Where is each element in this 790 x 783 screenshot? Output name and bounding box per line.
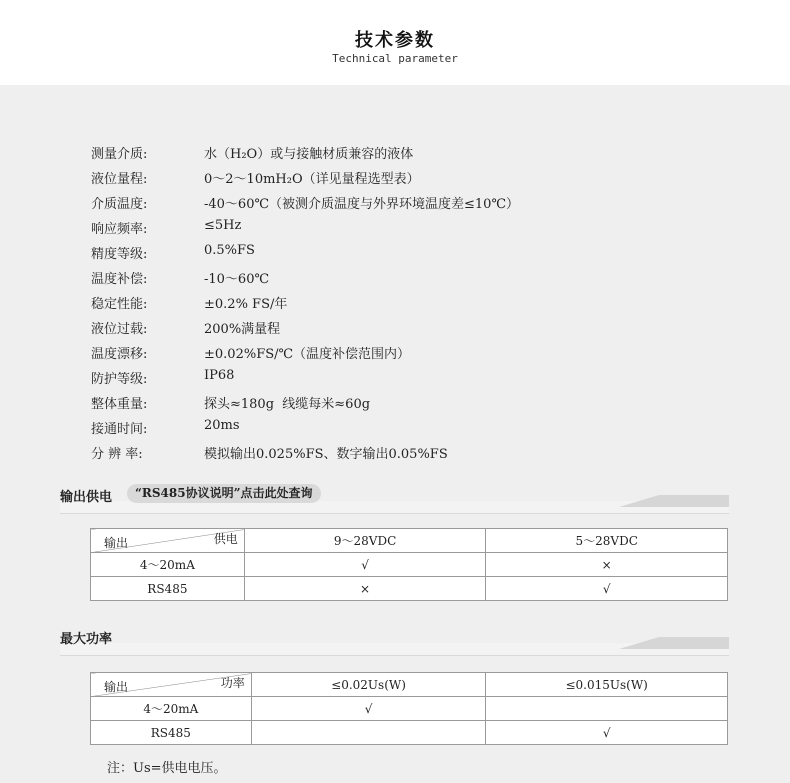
table-header-row xyxy=(91,673,728,697)
spec-value: ±0.02%FS/℃（温度补偿范围内） xyxy=(204,347,411,362)
spec-label: 温度漂移: xyxy=(91,347,148,362)
spec-value: 模拟输出0.025%FS、数字输出0.05%FS xyxy=(204,447,448,462)
spec-value: 水（H₂O）或与接触材质兼容的液体 xyxy=(204,147,414,162)
section-power-supply xyxy=(60,486,729,506)
spec-label: 稳定性能: xyxy=(91,297,148,312)
rs485-protocol-link[interactable]: “RS485协议说明”点击此处查询 xyxy=(127,484,321,503)
column-header: 5～28VDC xyxy=(486,529,728,553)
section-title: 最大功率 xyxy=(60,632,113,647)
spec-label: 防护等级: xyxy=(91,372,148,387)
power-supply-table xyxy=(90,528,728,601)
table-header-row xyxy=(91,529,728,553)
corner-cell xyxy=(91,673,252,697)
column-header: ≤0.015Us(W) xyxy=(486,673,728,697)
row-header: 4～20mA xyxy=(91,697,252,721)
spec-label: 液位过载: xyxy=(91,322,148,337)
section-bar xyxy=(60,643,729,656)
spec-label: 响应频率: xyxy=(91,222,148,237)
column-header: ≤0.02Us(W) xyxy=(251,673,486,697)
max-power-table xyxy=(90,672,728,745)
table-cell: √ xyxy=(244,553,486,577)
table-row xyxy=(91,697,728,721)
row-header: RS485 xyxy=(91,577,245,601)
table-cell: × xyxy=(244,577,486,601)
spec-value: ±0.2% FS/年 xyxy=(204,297,288,312)
table-row xyxy=(91,721,728,745)
footnote: 注：Us=供电电压。 xyxy=(107,761,227,776)
column-header: 9～28VDC xyxy=(244,529,486,553)
corner-top-label: 功率 xyxy=(220,676,245,690)
spec-label: 分 辨 率: xyxy=(91,447,143,462)
corner-bottom-label: 输出 xyxy=(104,680,129,694)
section-max-power xyxy=(60,628,729,648)
spec-value: 0～2～10mH₂O（详见量程选型表） xyxy=(204,172,420,187)
page-subtitle: Technical parameter xyxy=(332,52,458,65)
spec-label: 精度等级: xyxy=(91,247,148,262)
header-band xyxy=(0,0,790,85)
spec-value: ≤5Hz xyxy=(204,218,242,233)
row-header: RS485 xyxy=(91,721,252,745)
spec-label: 整体重量: xyxy=(91,397,148,412)
corner-cell xyxy=(91,529,245,553)
spec-value: 0.5%FS xyxy=(204,243,255,258)
table-cell: √ xyxy=(486,721,728,745)
table-cell: × xyxy=(486,553,728,577)
corner-top-label: 供电 xyxy=(213,532,238,546)
spec-label: 介质温度: xyxy=(91,197,148,212)
spec-label: 接通时间: xyxy=(91,422,148,437)
spec-value: IP68 xyxy=(204,368,235,383)
section-title: 输出供电 xyxy=(60,490,113,505)
spec-label: 测量介质: xyxy=(91,147,148,162)
spec-label: 温度补偿: xyxy=(91,272,148,287)
page-title: 技术参数 xyxy=(355,30,435,51)
row-header: 4～20mA xyxy=(91,553,245,577)
table-cell: √ xyxy=(486,577,728,601)
corner-bottom-label: 输出 xyxy=(104,536,129,550)
spec-label: 液位量程: xyxy=(91,172,148,187)
table-cell xyxy=(251,721,486,745)
table-cell xyxy=(486,697,728,721)
table-row xyxy=(91,553,728,577)
table-row xyxy=(91,577,728,601)
spec-value: -10～60℃ xyxy=(204,272,270,287)
spec-value: 20ms xyxy=(204,418,240,433)
spec-value: -40～60℃（被测介质温度与外界环境温度差≤10℃） xyxy=(204,197,519,212)
spec-value: 200%满量程 xyxy=(204,322,281,337)
spec-value: 探头≈180g 线缆每米≈60g xyxy=(204,397,371,412)
table-cell: √ xyxy=(251,697,486,721)
